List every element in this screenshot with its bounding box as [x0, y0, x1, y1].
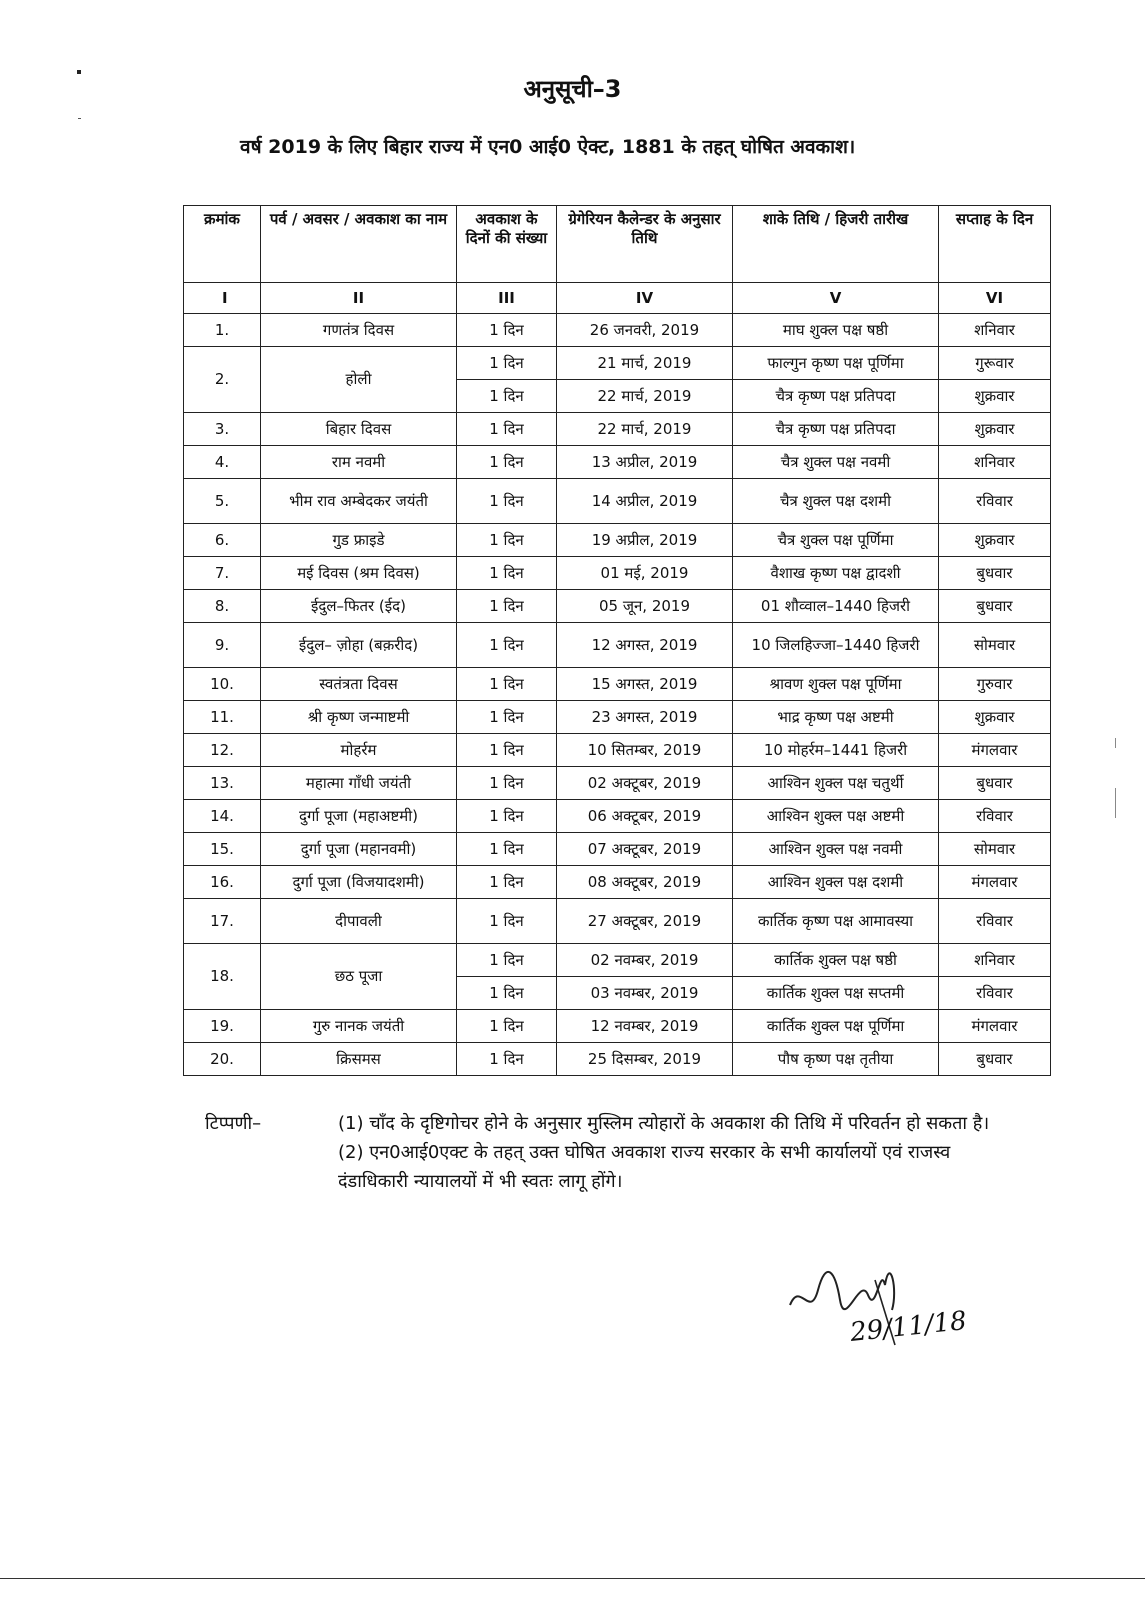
table-row [184, 734, 1051, 767]
cell-gregorian-date: 22 मार्च, 2019 [557, 413, 733, 446]
roman-col-2: II [261, 283, 457, 314]
table-row [184, 446, 1051, 479]
cell-serial: 12. [184, 734, 261, 767]
cell-gregorian-date: 06 अक्टूबर, 2019 [557, 800, 733, 833]
cell-shake-hijri: आश्विन शुक्ल पक्ष अष्टमी [733, 800, 939, 833]
cell-shake-hijri: भाद्र कृष्ण पक्ष अष्टमी [733, 701, 939, 734]
cell-weekday: शुक्रवार [939, 524, 1051, 557]
cell-weekday: रविवार [939, 800, 1051, 833]
cell-holiday-name: दुर्गा पूजा (महानवमी) [261, 833, 457, 866]
cell-holiday-name: मोहर्रम [261, 734, 457, 767]
cell-days-count: 1 दिन [457, 479, 557, 524]
table-row [184, 899, 1051, 944]
cell-shake-hijri: कार्तिक शुक्ल पक्ष सप्तमी [733, 977, 939, 1010]
cell-shake-hijri: आश्विन शुक्ल पक्ष दशमी [733, 866, 939, 899]
cell-weekday: शनिवार [939, 446, 1051, 479]
cell-gregorian-date: 26 जनवरी, 2019 [557, 314, 733, 347]
cell-holiday-name: महात्मा गॉंधी जयंती [261, 767, 457, 800]
cell-gregorian-date: 27 अक्टूबर, 2019 [557, 899, 733, 944]
table-row [184, 1043, 1051, 1076]
cell-days-count: 1 दिन [457, 557, 557, 590]
cell-holiday-name: मई दिवस (श्रम दिवस) [261, 557, 457, 590]
cell-serial: 11. [184, 701, 261, 734]
cell-weekday: मंगलवार [939, 1010, 1051, 1043]
cell-weekday: शनिवार [939, 944, 1051, 977]
table-row [184, 668, 1051, 701]
cell-serial: 13. [184, 767, 261, 800]
table-row [184, 590, 1051, 623]
table-row [184, 557, 1051, 590]
cell-weekday: शुक्रवार [939, 701, 1051, 734]
cell-gregorian-date: 15 अगस्त, 2019 [557, 668, 733, 701]
cell-gregorian-date: 25 दिसम्बर, 2019 [557, 1043, 733, 1076]
notes-label: टिप्पणी– [205, 1113, 262, 1134]
cell-gregorian-date: 03 नवम्बर, 2019 [557, 977, 733, 1010]
cell-shake-hijri: कार्तिक कृष्ण पक्ष आमावस्या [733, 899, 939, 944]
cell-gregorian-date: 22 मार्च, 2019 [557, 380, 733, 413]
cell-holiday-name: राम नवमी [261, 446, 457, 479]
table-row [184, 767, 1051, 800]
header-days-count: अवकाश के दिनों की संख्या [457, 206, 557, 283]
header-shake-hijri: शाके तिथि / हिजरी तारीख [733, 206, 939, 283]
cell-weekday: शनिवार [939, 314, 1051, 347]
cell-days-count: 1 दिन [457, 767, 557, 800]
cell-days-count: 1 दिन [457, 347, 557, 380]
cell-serial: 17. [184, 899, 261, 944]
cell-holiday-name: दुर्गा पूजा (विजयादशमी) [261, 866, 457, 899]
cell-shake-hijri: चैत्र शुक्ल पक्ष दशमी [733, 479, 939, 524]
cell-holiday-name: श्री कृष्ण जन्माष्टमी [261, 701, 457, 734]
cell-weekday: शुक्रवार [939, 380, 1051, 413]
cell-serial: 10. [184, 668, 261, 701]
cell-weekday: रविवार [939, 899, 1051, 944]
cell-gregorian-date: 02 अक्टूबर, 2019 [557, 767, 733, 800]
cell-serial: 8. [184, 590, 261, 623]
cell-holiday-name: गुड फ्राइडे [261, 524, 457, 557]
document-title: अनुसूची–3 [523, 75, 622, 103]
cell-weekday: बुधवार [939, 1043, 1051, 1076]
cell-weekday: शुक्रवार [939, 413, 1051, 446]
header-weekday: सप्ताह के दिन [939, 206, 1051, 283]
table-row [184, 314, 1051, 347]
cell-days-count: 1 दिन [457, 446, 557, 479]
cell-serial: 19. [184, 1010, 261, 1043]
scan-mark [78, 118, 81, 119]
cell-shake-hijri: फाल्गुन कृष्ण पक्ष पूर्णिमा [733, 347, 939, 380]
cell-weekday: मंगलवार [939, 734, 1051, 767]
cell-days-count: 1 दिन [457, 413, 557, 446]
cell-days-count: 1 दिन [457, 314, 557, 347]
cell-serial: 2. [184, 347, 261, 413]
cell-weekday: सोमवार [939, 623, 1051, 668]
cell-weekday: रविवार [939, 479, 1051, 524]
header-gregorian-date: ग्रेगेरियन कैलेन्डर के अनुसार तिथि [557, 206, 733, 283]
cell-shake-hijri: कार्तिक शुक्ल पक्ष षष्ठी [733, 944, 939, 977]
table-row [184, 623, 1051, 668]
cell-holiday-name: दीपावली [261, 899, 457, 944]
cell-days-count: 1 दिन [457, 866, 557, 899]
cell-holiday-name: भीम राव अम्बेदकर जयंती [261, 479, 457, 524]
cell-serial: 14. [184, 800, 261, 833]
cell-days-count: 1 दिन [457, 1043, 557, 1076]
table-row [184, 866, 1051, 899]
cell-weekday: गुरुवार [939, 668, 1051, 701]
cell-weekday: गुरूवार [939, 347, 1051, 380]
cell-gregorian-date: 05 जून, 2019 [557, 590, 733, 623]
cell-serial: 20. [184, 1043, 261, 1076]
cell-gregorian-date: 01 मई, 2019 [557, 557, 733, 590]
cell-holiday-name: गणतंत्र दिवस [261, 314, 457, 347]
cell-shake-hijri: कार्तिक शुक्ल पक्ष पूर्णिमा [733, 1010, 939, 1043]
cell-weekday: बुधवार [939, 767, 1051, 800]
cell-days-count: 1 दिन [457, 623, 557, 668]
cell-weekday: रविवार [939, 977, 1051, 1010]
cell-days-count: 1 दिन [457, 899, 557, 944]
cell-serial: 15. [184, 833, 261, 866]
table-row [184, 944, 1051, 977]
cell-gregorian-date: 21 मार्च, 2019 [557, 347, 733, 380]
cell-days-count: 1 दिन [457, 734, 557, 767]
cell-holiday-name: क्रिसमस [261, 1043, 457, 1076]
signature [780, 1250, 980, 1360]
cell-gregorian-date: 02 नवम्बर, 2019 [557, 944, 733, 977]
cell-serial: 1. [184, 314, 261, 347]
cell-gregorian-date: 10 सितम्बर, 2019 [557, 734, 733, 767]
table-header-row [184, 206, 1051, 283]
cell-days-count: 1 दिन [457, 977, 557, 1010]
table-row [184, 701, 1051, 734]
scan-mark [1115, 738, 1116, 748]
table-row [184, 800, 1051, 833]
cell-shake-hijri: 01 शौव्वाल–1440 हिजरी [733, 590, 939, 623]
cell-gregorian-date: 19 अप्रील, 2019 [557, 524, 733, 557]
cell-serial: 7. [184, 557, 261, 590]
cell-shake-hijri: 10 जिलहिज्जा–1440 हिजरी [733, 623, 939, 668]
note-2: (2) एन0आई0एक्ट के तहत् उक्त घोषित अवकाश राज्य सरकार के सभी कार्यालयों एवं राजस्व दंडाधिकारी न्यायालयों में भी स्वतः लागू होंगे। [338, 1141, 951, 1192]
table-row [184, 479, 1051, 524]
cell-gregorian-date: 14 अप्रील, 2019 [557, 479, 733, 524]
cell-gregorian-date: 23 अगस्त, 2019 [557, 701, 733, 734]
cell-serial: 9. [184, 623, 261, 668]
cell-holiday-name: ईदुल–फितर (ईद) [261, 590, 457, 623]
cell-shake-hijri: पौष कृष्ण पक्ष तृतीया [733, 1043, 939, 1076]
cell-days-count: 1 दिन [457, 1010, 557, 1043]
cell-days-count: 1 दिन [457, 524, 557, 557]
cell-shake-hijri: चैत्र कृष्ण पक्ष प्रतिपदा [733, 380, 939, 413]
cell-serial: 4. [184, 446, 261, 479]
cell-shake-hijri: वैशाख कृष्ण पक्ष द्वादशी [733, 557, 939, 590]
notes-body [338, 1110, 1003, 1196]
cell-weekday: सोमवार [939, 833, 1051, 866]
cell-days-count: 1 दिन [457, 668, 557, 701]
cell-serial: 3. [184, 413, 261, 446]
cell-weekday: बुधवार [939, 557, 1051, 590]
header-holiday-name: पर्व / अवसर / अवकाश का नाम [261, 206, 457, 283]
cell-gregorian-date: 08 अक्टूबर, 2019 [557, 866, 733, 899]
cell-holiday-name: होली [261, 347, 457, 413]
cell-serial: 5. [184, 479, 261, 524]
note-1: (1) चॉंद के दृष्टिगोचर होने के अनुसार मुस्लिम त्योहारों के अवकाश की तिथि में परिवर्तन हो सकता है। [338, 1113, 990, 1134]
table-row [184, 347, 1051, 380]
cell-shake-hijri: आश्विन शुक्ल पक्ष चतुर्थी [733, 767, 939, 800]
roman-col-6: VI [939, 283, 1051, 314]
cell-days-count: 1 दिन [457, 944, 557, 977]
holiday-table [183, 205, 1051, 1076]
cell-serial: 16. [184, 866, 261, 899]
signature-date: 29/11/18 [848, 1305, 969, 1349]
document-subtitle: वर्ष 2019 के लिए बिहार राज्य में एन0 आई0 ऐक्ट, 1881 के तहत् घोषित अवकाश। [240, 136, 856, 158]
table-row [184, 833, 1051, 866]
roman-col-3: III [457, 283, 557, 314]
roman-col-4: IV [557, 283, 733, 314]
cell-shake-hijri: श्रावण शुक्ल पक्ष पूर्णिमा [733, 668, 939, 701]
cell-serial: 18. [184, 944, 261, 1010]
cell-holiday-name: ईदुल– ज़ोहा (बक़रीद) [261, 623, 457, 668]
cell-days-count: 1 दिन [457, 380, 557, 413]
cell-weekday: मंगलवार [939, 866, 1051, 899]
cell-gregorian-date: 12 नवम्बर, 2019 [557, 1010, 733, 1043]
cell-shake-hijri: चैत्र शुक्ल पक्ष नवमी [733, 446, 939, 479]
cell-holiday-name: छठ पूजा [261, 944, 457, 1010]
table-row [184, 524, 1051, 557]
cell-shake-hijri: चैत्र कृष्ण पक्ष प्रतिपदा [733, 413, 939, 446]
cell-gregorian-date: 12 अगस्त, 2019 [557, 623, 733, 668]
cell-gregorian-date: 07 अक्टूबर, 2019 [557, 833, 733, 866]
cell-days-count: 1 दिन [457, 701, 557, 734]
table-row [184, 413, 1051, 446]
roman-col-1: I [184, 283, 261, 314]
cell-days-count: 1 दिन [457, 800, 557, 833]
cell-shake-hijri: माघ शुक्ल पक्ष षष्ठी [733, 314, 939, 347]
roman-col-5: V [733, 283, 939, 314]
cell-holiday-name: दुर्गा पूजा (महाअष्टमी) [261, 800, 457, 833]
cell-days-count: 1 दिन [457, 590, 557, 623]
cell-serial: 6. [184, 524, 261, 557]
cell-holiday-name: बिहार दिवस [261, 413, 457, 446]
cell-holiday-name: गुरु नानक जयंती [261, 1010, 457, 1043]
scan-mark [1115, 788, 1116, 818]
cell-weekday: बुधवार [939, 590, 1051, 623]
page-bottom-edge [0, 1578, 1145, 1579]
cell-days-count: 1 दिन [457, 833, 557, 866]
table-roman-row [184, 283, 1051, 314]
cell-shake-hijri: आश्विन शुक्ल पक्ष नवमी [733, 833, 939, 866]
cell-shake-hijri: 10 मोहर्रम–1441 हिजरी [733, 734, 939, 767]
header-serial: क्रमांक [184, 206, 261, 283]
cell-shake-hijri: चैत्र शुक्ल पक्ष पूर्णिमा [733, 524, 939, 557]
cell-gregorian-date: 13 अप्रील, 2019 [557, 446, 733, 479]
table-row [184, 1010, 1051, 1043]
cell-holiday-name: स्वतंत्रता दिवस [261, 668, 457, 701]
